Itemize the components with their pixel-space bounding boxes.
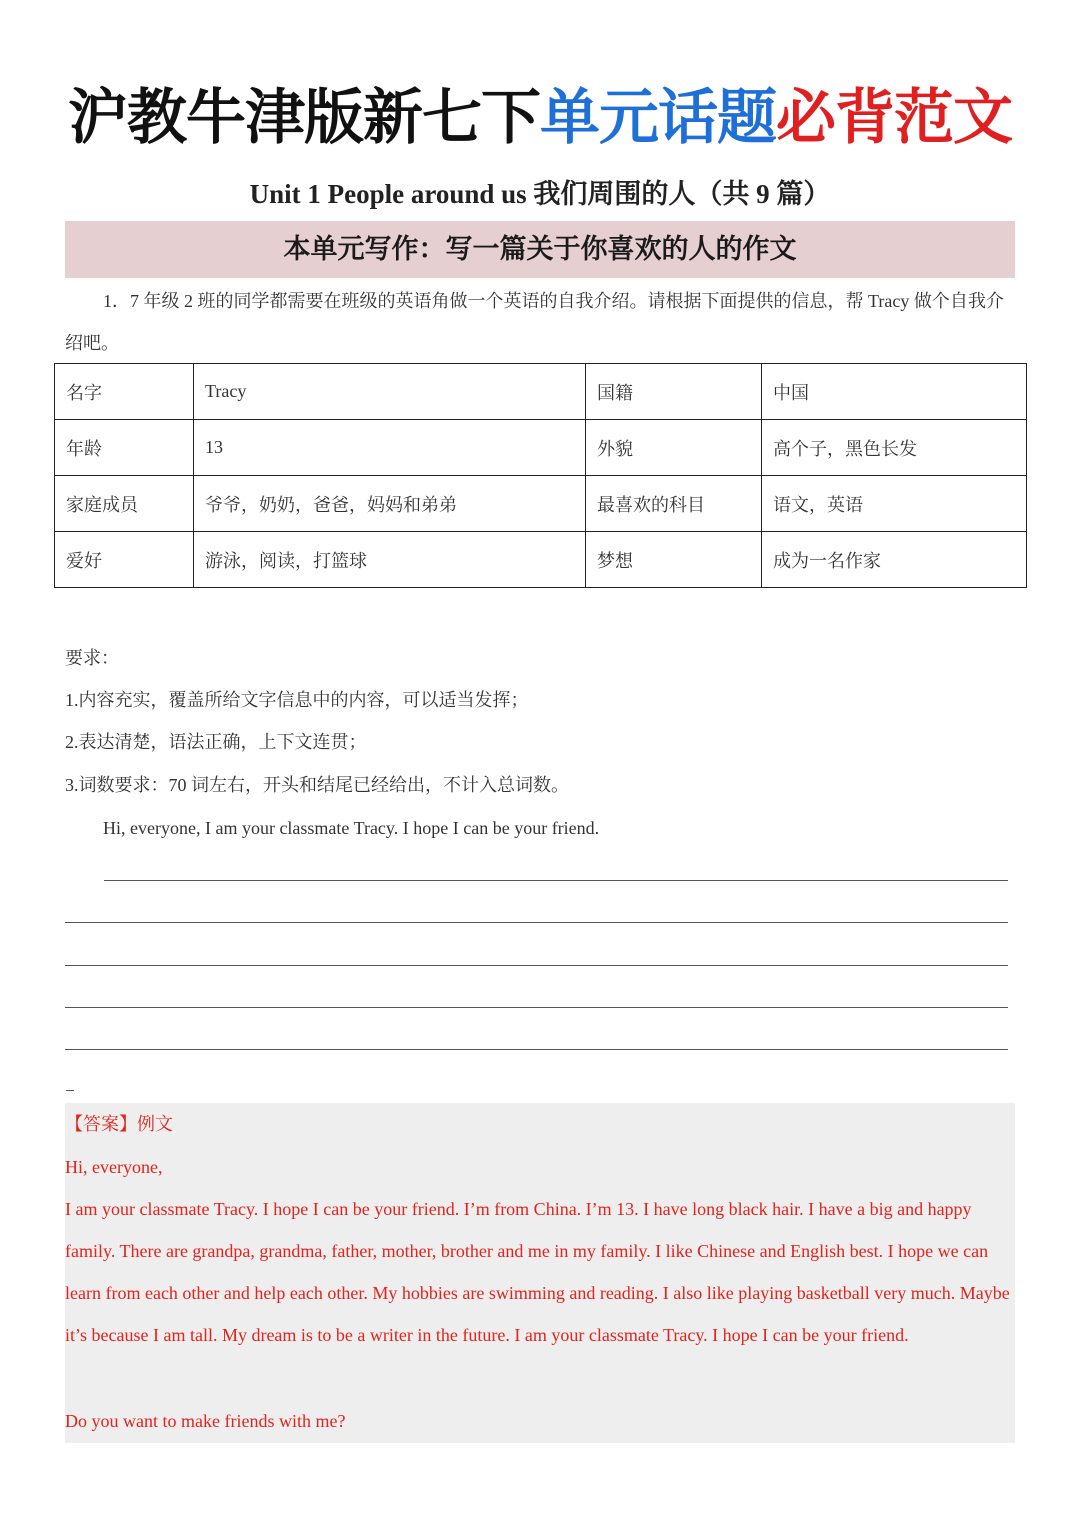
info-table [54,363,1027,588]
table-cell: Tracy [194,364,586,420]
requirement-item: 3.词数要求：70 词左右，开头和结尾已经给出，不计入总词数。 [65,775,569,795]
table-cell: 中国 [762,364,1027,420]
table-cell: 年龄 [55,420,194,476]
table-cell: 语文，英语 [762,476,1027,532]
table-cell: 爷爷，奶奶，爸爸，妈妈和弟弟 [194,476,586,532]
main-title [0,80,1080,156]
requirement-item: 2.表达清楚，语法正确，上下文连贯； [65,732,367,752]
table-cell: 外貌 [586,420,762,476]
writing-line [65,965,1008,966]
section-heading-band [65,221,1015,278]
section-heading: 本单元写作：写一篇关于你喜欢的人的作文 [283,234,797,265]
answer-greeting: Hi, everyone, [65,1157,163,1177]
answer-closing: Do you want to make friends with me? [65,1411,346,1431]
table-cell: 13 [194,420,586,476]
table-cell: 高个子，黑色长发 [762,420,1027,476]
requirements-label: 要求： [65,648,119,668]
table-row [55,532,1027,588]
line-end-mark [66,1090,74,1091]
answer-label: 【答案】例文 [65,1114,173,1134]
writing-line [65,1049,1008,1050]
unit-subtitle: Unit 1 People around us 我们周围的人（共 9 篇） [249,179,831,209]
table-row [55,476,1027,532]
table-row [55,420,1027,476]
writing-line [104,880,1008,881]
writing-line [65,922,1008,923]
table-row [55,364,1027,420]
title-part-essay: 必背范文 [776,83,1012,153]
table-cell: 游泳，阅读，打篮球 [194,532,586,588]
table-cell: 成为一名作家 [762,532,1027,588]
answer-body: I am your classmate Tracy. I hope I can be your friend. I’m from China. I’m 13. I have long black hair. I have a big and happy family. There are grandpa, grandma, father, mother, brother and me in my family. I like Chinese and English best. I hope we can learn from each other and help each other. My hobbies are swimming and reading. I also like playing basketball very much. Maybe it’s because I am tall. My dream is to be a writer in the future. I am your classmate Tracy. I hope I can be your friend. [65,1199,1010,1345]
title-part-grade: 沪教牛津版新七下 [68,83,540,153]
table-cell: 国籍 [586,364,762,420]
task-prompt: 1．7 年级 2 班的同学都需要在班级的英语角做一个英语的自我介绍。请根据下面提供的信息，帮 Tracy 做个自我介绍吧。 [65,291,1004,353]
table-cell: 梦想 [586,532,762,588]
table-cell: 名字 [55,364,194,420]
requirement-item: 1.内容充实，覆盖所给文字信息中的内容，可以适当发挥； [65,690,529,710]
writing-line [65,1007,1008,1008]
table-cell: 爱好 [55,532,194,588]
essay-opening: Hi, everyone, I am your classmate Tracy. I hope I can be your friend. [103,818,600,838]
title-part-topic: 单元话题 [540,83,776,153]
table-cell: 最喜欢的科目 [586,476,762,532]
table-cell: 家庭成员 [55,476,194,532]
